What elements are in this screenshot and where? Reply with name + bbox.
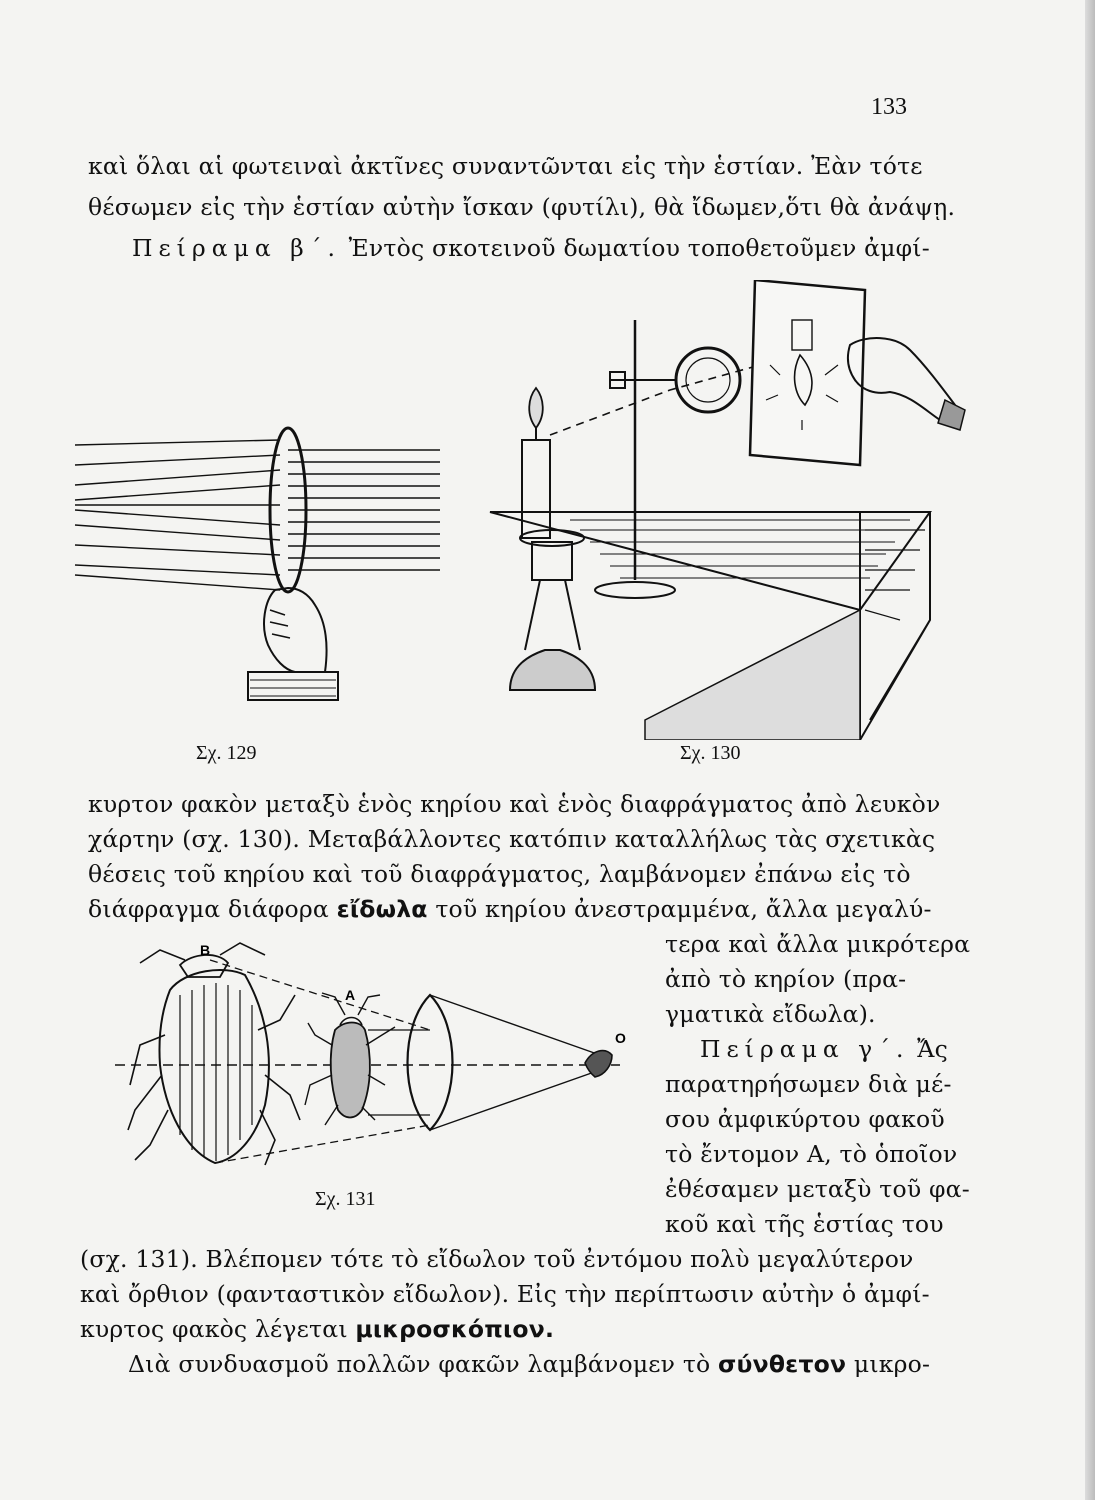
experiment-c-first: Ἄς (917, 1035, 948, 1063)
figure-131-label-o: O (615, 1030, 626, 1046)
text-line-bottom-1: (σχ. 131). Βλέπομεν τότε τὸ εἴδωλον τοῦ ἐντόμου πολὺ μεγαλύτερον (80, 1245, 914, 1273)
eidola-bold: εἴδωλα (336, 895, 428, 923)
eidola-after: τοῦ κηρίου ἀνεστραμμένα, ἄλλα μεγαλύ- (427, 895, 932, 923)
last-after: μικρο- (846, 1350, 931, 1378)
experiment-c-line-3: σου ἀμφικύρτου φακοῦ (665, 1105, 945, 1133)
figure-130-candle-lens-screen (470, 280, 970, 740)
figure-130-caption: Σχ. 130 (680, 742, 741, 764)
experiment-c-line-6: κοῦ καὶ τῆς ἑστίας του (665, 1210, 944, 1238)
text-line-1: καὶ ὅλαι αἱ φωτειναὶ ἀκτῖνες συναντῶνται εἰς τὴν ἑστίαν. Ἐὰν τότε (88, 152, 923, 180)
experiment-c-line-5: ἐθέσαμεν μεταξὺ τοῦ φα- (665, 1175, 970, 1203)
experiment-b-label: Πείραμα β΄. (132, 234, 341, 262)
experiment-c-line-4: τὸ ἔντομον Α, τὸ ὁποῖον (665, 1140, 958, 1168)
text-line-eidola (88, 895, 932, 923)
text-line-bottom-2: καὶ ὄρθιον (φανταστικὸν εἴδωλον). Εἰς τὴν περίπτωσιν αὐτὴν ὁ ἀμφί- (80, 1280, 930, 1308)
text-line-5: χάρτην (σχ. 130). Μεταβάλλοντες κατόπιν καταλλήλως τὰς σχετικὰς (88, 825, 936, 853)
figure-131-label-a: A (345, 987, 356, 1003)
page-edge-shadow (1085, 0, 1095, 1500)
right-col-line-3: γματικὰ εἴδωλα). (665, 1000, 876, 1028)
figure-131-magnifier-diagram (100, 935, 640, 1175)
experiment-b-text: Ἐντὸς σκοτεινοῦ δωματίου τοποθετοῦμεν ἀμφί- (348, 234, 930, 262)
text-line-last (128, 1350, 930, 1378)
eidola-before: διάφραγμα διάφορα (88, 895, 337, 923)
experiment-c-line (700, 1035, 948, 1063)
text-line-4: κυρτον φακὸν μεταξὺ ἑνὸς κηρίου καὶ ἑνὸς διαφράγματος ἀπὸ λευκὸν (88, 790, 941, 818)
last-bold: σύνθετον (718, 1350, 847, 1378)
text-line-6: θέσεις τοῦ κηρίου καὶ τοῦ διαφράγματος, λαμβάνομεν ἐπάνω εἰς τὸ (88, 860, 911, 888)
experiment-c-line-2: παρατηρήσωμεν διὰ μέ- (665, 1070, 952, 1098)
microscope-before: κυρτος φακὸς λέγεται (80, 1315, 356, 1343)
figure-129-lens-diagram (70, 410, 450, 740)
last-before: Διὰ συνδυασμοῦ πολλῶν φακῶν λαμβάνομεν τὸ (128, 1350, 719, 1378)
figure-129-caption: Σχ. 129 (196, 742, 257, 764)
figure-131-caption: Σχ. 131 (315, 1188, 376, 1210)
right-col-line-2: ἀπὸ τὸ κηρίον (πρα- (665, 965, 907, 993)
experiment-c-label: Πείραμα γ΄. (700, 1035, 910, 1063)
experiment-b-line (132, 234, 930, 262)
microscope-bold: μικροσκόπιον. (355, 1315, 555, 1343)
page-number: 133 (871, 94, 907, 120)
text-line-microscope (80, 1315, 554, 1343)
figure-131-label-b: B (200, 942, 211, 958)
text-line-2: θέσωμεν εἰς τὴν ἑστίαν αὐτὴν ἴσκαν (φυτίλι), θὰ ἴδωμεν,ὅτι θὰ ἀνάψῃ. (88, 193, 956, 221)
right-col-line-1: τερα καὶ ἄλλα μικρότερα (665, 930, 971, 958)
